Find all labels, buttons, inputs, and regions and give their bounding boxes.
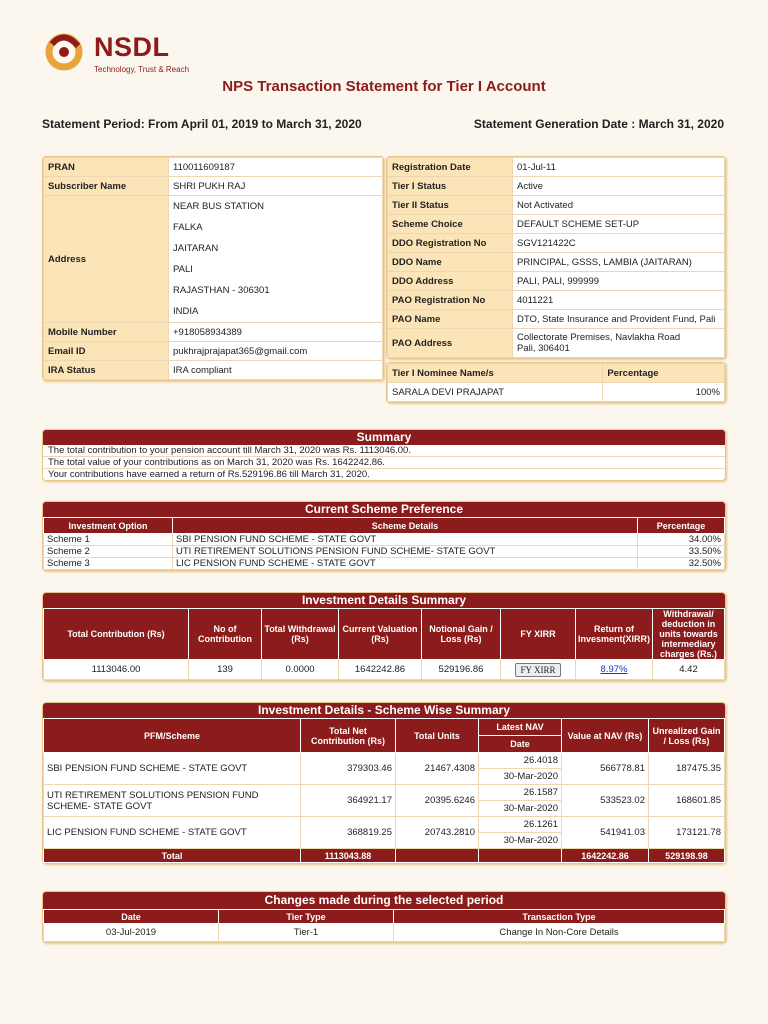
table-row <box>44 785 725 801</box>
fy-xirr-button[interactable]: FY XIRR <box>515 663 562 677</box>
logo-wordmark: NSDL <box>94 32 170 62</box>
cell: 4.42 <box>653 660 725 680</box>
col-header: Notional Gain / Loss (Rs) <box>422 609 501 660</box>
cell: 364921.17 <box>301 785 396 817</box>
scheme-wise-title: Investment Details - Scheme Wise Summary <box>43 703 725 718</box>
table-row <box>44 660 725 680</box>
cell: Scheme 1 <box>44 534 173 546</box>
cell: 368819.25 <box>301 817 396 849</box>
account-label: Scheme Choice <box>388 215 513 234</box>
cell: Change In Non-Core Details <box>394 924 725 942</box>
table-row <box>44 753 725 769</box>
cell: 173121.78 <box>649 817 725 849</box>
col-investment-option: Investment Option <box>44 518 173 534</box>
cell: 03-Jul-2019 <box>44 924 219 942</box>
col-date: Date <box>479 736 562 753</box>
account-label: PAO Registration No <box>388 291 513 310</box>
total-label: Total <box>44 849 301 863</box>
address-line: PALI <box>173 264 193 275</box>
cell: 30-Mar-2020 <box>479 801 562 817</box>
col-pfm: PFM/Scheme <box>44 719 301 753</box>
col-units: Total Units <box>396 719 479 753</box>
account-table <box>387 157 725 358</box>
account-label: PAO Name <box>388 310 513 329</box>
total-value: 1642242.86 <box>562 849 649 863</box>
nsdl-logo <box>42 32 192 78</box>
account-label: DDO Name <box>388 253 513 272</box>
pao-address-value <box>513 329 725 358</box>
address-line: FALKA <box>173 222 203 233</box>
address-line: JAITARAN <box>173 243 219 254</box>
account-label: DDO Address <box>388 272 513 291</box>
investment-summary-title: Investment Details Summary <box>43 593 725 608</box>
changes-table <box>43 909 725 942</box>
summary-line: Your contributions have earned a return of Rs.529196.86 till March 31, 2020. <box>48 469 370 480</box>
account-label: Tier I Status <box>388 177 513 196</box>
pao-address-label: PAO Address <box>388 329 513 358</box>
address-value <box>169 196 383 323</box>
email-label: Email ID <box>44 342 169 361</box>
cell: UTI RETIREMENT SOLUTIONS PENSION FUND SCHEME- STATE GOVT <box>173 546 638 558</box>
pran-label: PRAN <box>44 158 169 177</box>
nominee-pct-header: Percentage <box>603 364 725 383</box>
col-header: Total Contribution (Rs) <box>44 609 189 660</box>
statement-period: Statement Period: From April 01, 2019 to March 31, 2020 <box>42 117 362 131</box>
col-header: Total Withdrawal (Rs) <box>262 609 339 660</box>
cell: 1642242.86 <box>339 660 422 680</box>
nsdl-swirl-icon <box>42 32 88 72</box>
total-row <box>44 849 725 863</box>
logo-tagline: Technology, Trust & Reach <box>94 65 190 74</box>
col-gain: Unrealized Gain / Loss (Rs) <box>649 719 725 753</box>
cell: 0.0000 <box>262 660 339 680</box>
nominee-name-header: Tier I Nominee Name/s <box>388 364 603 383</box>
name-value: SHRI PUKH RAJ <box>169 177 383 196</box>
cell: Scheme 2 <box>44 546 173 558</box>
col-transaction-type: Transaction Type <box>394 910 725 924</box>
page-title: NPS Transaction Statement for Tier I Account <box>222 78 546 95</box>
summary-panel <box>42 429 726 481</box>
scheme-wise-panel <box>42 702 726 864</box>
mobile-value: +918058934389 <box>169 323 383 342</box>
cell: SBI PENSION FUND SCHEME - STATE GOVT <box>44 753 301 785</box>
cell: SBI PENSION FUND SCHEME - STATE GOVT <box>173 534 638 546</box>
account-value: SGV121422C <box>513 234 725 253</box>
investment-summary-panel <box>42 592 726 681</box>
total-gain: 529198.98 <box>649 849 725 863</box>
account-value: 4011221 <box>513 291 725 310</box>
address-line: NEAR BUS STATION <box>173 201 264 212</box>
cell: 139 <box>189 660 262 680</box>
cell: 566778.81 <box>562 753 649 785</box>
summary-line: The total contribution to your pension account till March 31, 2020 was Rs. 1113046.00. <box>43 445 725 457</box>
cell: 21467.4308 <box>396 753 479 785</box>
cell: 20743.2810 <box>396 817 479 849</box>
nominee-panel <box>386 362 726 403</box>
cell: 30-Mar-2020 <box>479 769 562 785</box>
account-value: Not Activated <box>513 196 725 215</box>
cell: 1113046.00 <box>44 660 189 680</box>
col-header: Withdrawal/ deduction in units towards intermediary charges (Rs.) <box>653 609 725 660</box>
cell: LIC PENSION FUND SCHEME - STATE GOVT <box>44 817 301 849</box>
cell: 379303.46 <box>301 753 396 785</box>
account-value: PALI, PALI, 999999 <box>513 272 725 291</box>
scheme-preference-title: Current Scheme Preference <box>43 502 725 517</box>
nominee-name: SARALA DEVI PRAJAPAT <box>388 383 603 402</box>
table-row <box>44 924 725 942</box>
mobile-label: Mobile Number <box>44 323 169 342</box>
cell: 541941.03 <box>562 817 649 849</box>
address-line: INDIA <box>173 306 199 317</box>
cell: 20395.6246 <box>396 785 479 817</box>
subscriber-panel <box>42 156 384 381</box>
cell: Scheme 3 <box>44 558 173 570</box>
pran-value: 110011609187 <box>169 158 383 177</box>
table-row <box>44 546 725 558</box>
cell: 187475.35 <box>649 753 725 785</box>
col-header: Return of Invesment(XIRR) <box>576 609 653 660</box>
col-percentage: Percentage <box>638 518 725 534</box>
name-label: Subscriber Name <box>44 177 169 196</box>
account-panel <box>386 156 726 359</box>
scheme-wise-table <box>43 718 725 863</box>
changes-panel <box>42 891 726 943</box>
cell: 34.00% <box>638 534 725 546</box>
col-header: No of Contribution <box>189 609 262 660</box>
xirr-cell <box>576 660 653 680</box>
account-value: Active <box>513 177 725 196</box>
col-value: Value at NAV (Rs) <box>562 719 649 753</box>
cell: 168601.85 <box>649 785 725 817</box>
cell <box>396 849 479 863</box>
col-header: Current Valuation (Rs) <box>339 609 422 660</box>
cell: 26.1587 <box>479 785 562 801</box>
nominee-pct: 100% <box>603 383 725 402</box>
cell: 32.50% <box>638 558 725 570</box>
scheme-preference-table <box>43 517 725 570</box>
investment-summary-table <box>43 608 725 680</box>
col-date: Date <box>44 910 219 924</box>
cell: 33.50% <box>638 546 725 558</box>
pao-address-line: Collectorate Premises, Navlakha Road <box>517 332 681 343</box>
summary-title: Summary <box>43 430 725 445</box>
total-contribution: 1113043.88 <box>301 849 396 863</box>
account-value: 01-Jul-11 <box>513 158 725 177</box>
account-value: PRINCIPAL, GSSS, LAMBIA (JAITARAN) <box>513 253 725 272</box>
cell: 26.4018 <box>479 753 562 769</box>
summary-line: The total value of your contributions as on March 31, 2020 was Rs. 1642242.86. <box>43 457 725 469</box>
changes-title: Changes made during the selected period <box>43 892 725 909</box>
email-value: pukhrajprajapat365@gmail.com <box>169 342 383 361</box>
account-value: DTO, State Insurance and Provident Fund, Pali <box>513 310 725 329</box>
col-header: FY XIRR <box>501 609 576 660</box>
cell: 529196.86 <box>422 660 501 680</box>
account-label: DDO Registration No <box>388 234 513 253</box>
generation-date: Statement Generation Date : March 31, 2020 <box>473 117 724 131</box>
ira-label: IRA Status <box>44 361 169 380</box>
cell: 30-Mar-2020 <box>479 833 562 849</box>
cell: 533523.02 <box>562 785 649 817</box>
ira-value: IRA compliant <box>169 361 383 380</box>
account-label: Registration Date <box>388 158 513 177</box>
cell: UTI RETIREMENT SOLUTIONS PENSION FUND SCHEME- STATE GOVT <box>44 785 301 817</box>
nominee-table <box>387 363 725 402</box>
account-label: Tier II Status <box>388 196 513 215</box>
pao-address-line: Pali, 306401 <box>517 343 570 354</box>
col-latest-nav: Latest NAV <box>479 719 562 736</box>
cell: 26.1261 <box>479 817 562 833</box>
fy-xirr-cell <box>501 660 576 680</box>
subscriber-table <box>43 157 383 380</box>
scheme-preference-panel <box>42 501 726 571</box>
col-contribution: Total Net Contribution (Rs) <box>301 719 396 753</box>
col-tier-type: Tier Type <box>219 910 394 924</box>
table-row <box>44 817 725 833</box>
table-row <box>44 558 725 570</box>
address-label: Address <box>44 196 169 323</box>
cell: LIC PENSION FUND SCHEME - STATE GOVT <box>173 558 638 570</box>
address-line: RAJASTHAN - 306301 <box>173 285 270 296</box>
cell <box>479 849 562 863</box>
table-row <box>44 534 725 546</box>
account-value: DEFAULT SCHEME SET-UP <box>513 215 725 234</box>
col-scheme-details: Scheme Details <box>173 518 638 534</box>
cell: Tier-1 <box>219 924 394 942</box>
xirr-link[interactable]: 8.97% <box>600 664 628 675</box>
